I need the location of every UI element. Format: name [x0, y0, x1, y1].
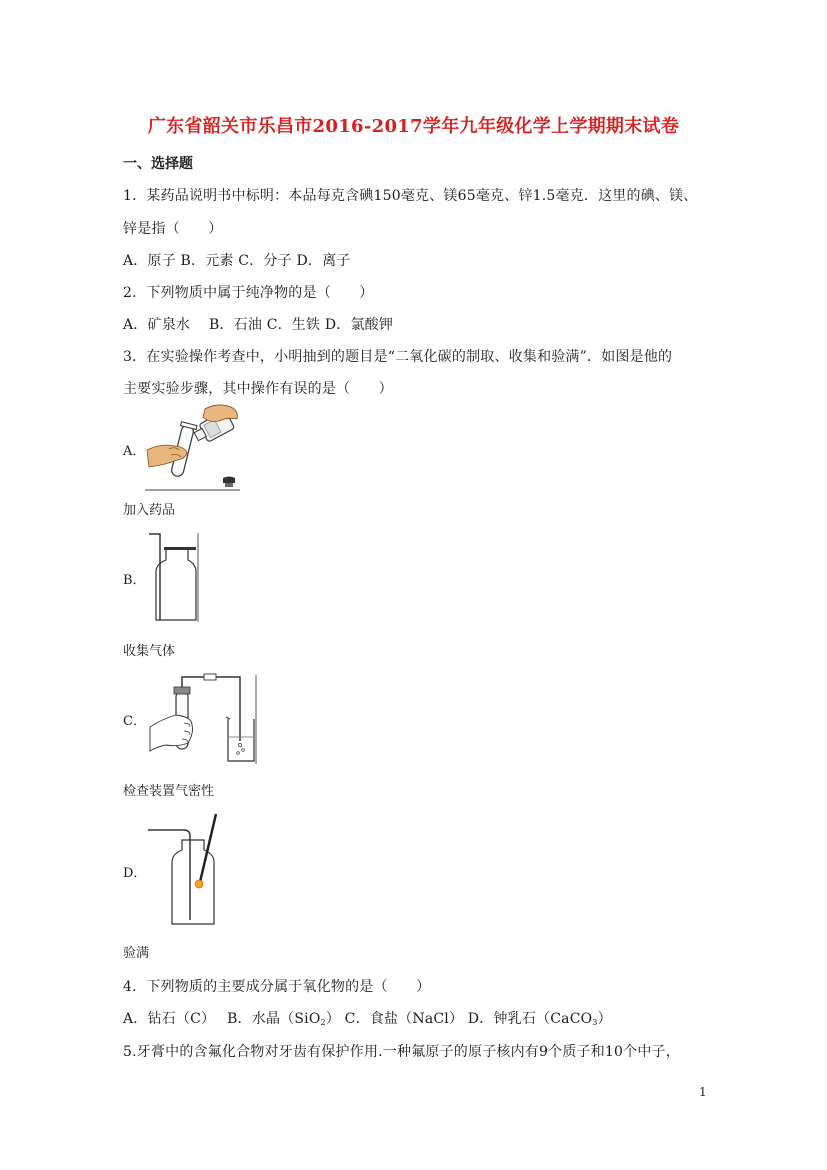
q3-option-b-caption: 收集气体 [123, 644, 176, 659]
q3-option-b-letter: B． [123, 573, 146, 588]
q4-options [123, 1008, 612, 1028]
q2-options: A．矿泉水 B．石油 C．生铁 D．氯酸钾 [123, 317, 394, 333]
airtightness-check-figure [148, 671, 258, 766]
q4-options-part2: ） C．食盐（NaCl） D．钟乳石（CaCO [325, 1011, 593, 1027]
q3-option-a-caption: 加入药品 [123, 503, 176, 518]
fullness-check-figure [146, 812, 222, 930]
q3-option-a-letter: A． [123, 444, 146, 459]
q1-stem-line2: 锌是指（ ） [123, 221, 223, 237]
q4-subscript-3: 3 [592, 1018, 598, 1027]
q3-stem-line2: 主要实验步骤，其中操作有误的是（ ） [123, 381, 393, 397]
q1-options: A．原子 B．元素 C．分子 D．离子 [123, 253, 351, 269]
gas-collection-figure [146, 530, 200, 623]
q3-stem-line1: 3．在实验操作考查中，小明抽到的题目是“二氧化碳的制取、收集和验满”．如图是他的 [123, 349, 673, 365]
q4-subscript-2: 2 [320, 1018, 326, 1027]
q3-option-c-letter: C． [123, 714, 146, 729]
q5-stem: 5.牙膏中的含氟化合物对牙齿有保护作用.一种氟原子的原子核内有9个质子和10个中子， [123, 1044, 680, 1060]
page-number: 1 [699, 1085, 707, 1099]
q3-option-c-caption: 检查装置气密性 [123, 784, 215, 799]
section-heading: 一、选择题 [123, 156, 193, 172]
page-title: 广东省韶关市乐昌市2016-2017学年九年级化学上学期期末试卷 [147, 116, 680, 137]
add-reagent-figure [145, 403, 241, 491]
q4-stem: 4．下列物质的主要成分属于氧化物的是（ ） [123, 979, 431, 995]
q1-stem-line1: 1．某药品说明书中标明：本品每克含碘150毫克、镁65毫克、锌1.5毫克．这里的碘、镁、 [123, 188, 698, 204]
q3-option-d-caption: 验满 [123, 946, 150, 961]
q3-option-d-letter: D． [123, 866, 147, 881]
q4-options-part3: ） [597, 1011, 612, 1027]
q2-stem: 2．下列物质中属于纯净物的是（ ） [123, 285, 374, 301]
q4-options-part1: A．钻石（C） B．水晶（SiO [123, 1011, 321, 1027]
